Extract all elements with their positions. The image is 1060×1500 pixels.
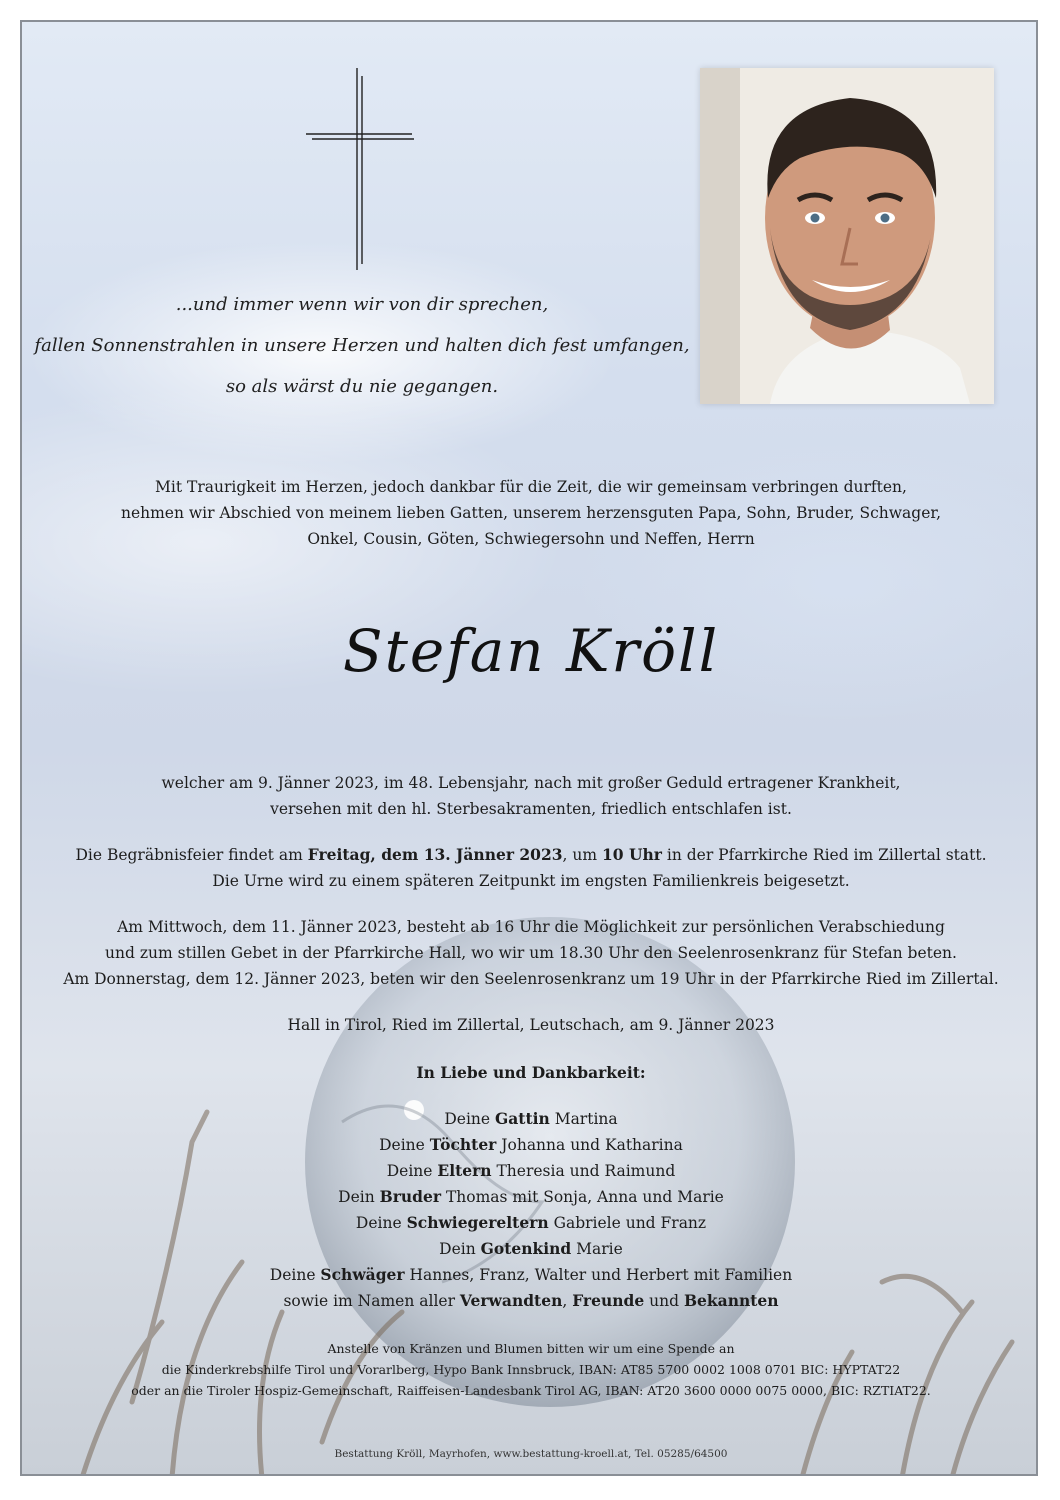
verse-line: fallen Sonnenstrahlen in unsere Herzen und halten dich fest umfangen, bbox=[34, 335, 690, 356]
portrait-photo bbox=[700, 68, 994, 404]
closing-friends: Freunde bbox=[572, 1291, 645, 1310]
family-names: Marie bbox=[571, 1240, 623, 1258]
family-pre: Deine bbox=[386, 1162, 438, 1180]
family-closing bbox=[22, 1288, 1038, 1314]
funeral-time: 10 Uhr bbox=[602, 845, 662, 864]
family-names: Martina bbox=[549, 1110, 618, 1128]
death-line: welcher am 9. Jänner 2023, im 48. Lebensjahr, nach mit großer Geduld ertragener Krankheit, bbox=[161, 774, 901, 792]
closing-pre: sowie im Namen aller bbox=[283, 1292, 460, 1310]
funeral-mid: , um bbox=[562, 846, 603, 864]
dedication-heading: In Liebe und Dankbarkeit: bbox=[416, 1063, 646, 1082]
family-role: Töchter bbox=[429, 1135, 497, 1154]
family-names: Gabriele und Franz bbox=[548, 1214, 707, 1232]
donation-line: die Kinderkrebshilfe Tirol und Vorarlberg, Hypo Bank Innsbruck, IBAN: AT85 5700 0002 1008 0701 BIC: HYPTAT22 bbox=[161, 1362, 901, 1377]
family-member bbox=[22, 1210, 1038, 1236]
memorial-verse bbox=[32, 284, 692, 407]
family-role: Gotenkind bbox=[480, 1239, 572, 1258]
donation-line: Anstelle von Kränzen und Blumen bitten wir um eine Spende an bbox=[327, 1341, 735, 1356]
farewell-line: und zum stillen Gebet in der Pfarrkirche Hall, wo wir um 18.30 Uhr den Seelenrosenkranz für Stefan beten. bbox=[105, 944, 957, 962]
farewell-line: Am Donnerstag, dem 12. Jänner 2023, beten wir den Seelenrosenkranz um 19 Uhr in der Pfarrkirche Ried im Zillertal. bbox=[63, 970, 999, 988]
family-names: Johanna und Katharina bbox=[496, 1136, 683, 1154]
donation-notice bbox=[22, 1338, 1038, 1401]
verse-line: ...und immer wenn wir von dir sprechen, bbox=[175, 294, 549, 315]
deceased-name: Stefan Kröll bbox=[342, 617, 720, 685]
death-line: versehen mit den hl. Sterbesakramenten, friedlich entschlafen ist. bbox=[270, 800, 792, 818]
cross-icon bbox=[304, 66, 416, 272]
family-names: Theresia und Raimund bbox=[491, 1162, 676, 1180]
family-role: Bruder bbox=[379, 1187, 442, 1206]
funeral-info bbox=[22, 842, 1038, 894]
intro-paragraph bbox=[22, 474, 1038, 552]
donation-line: oder an die Tiroler Hospiz-Gemeinschaft, Raiffeisen-Landesbank Tirol AG, IBAN: AT20 3600 0000 0075 0000, BIC: RZTIAT22. bbox=[131, 1383, 931, 1398]
family-member bbox=[22, 1158, 1038, 1184]
family-pre: Dein bbox=[338, 1188, 380, 1206]
family-member bbox=[22, 1106, 1038, 1132]
obituary-card bbox=[20, 20, 1038, 1476]
closing-acquaintances: Bekannten bbox=[683, 1291, 779, 1310]
family-names: Hannes, Franz, Walter und Herbert mit Familien bbox=[404, 1266, 793, 1284]
closing-relatives: Verwandten bbox=[459, 1291, 563, 1310]
family-pre: Dein bbox=[439, 1240, 481, 1258]
family-role: Gattin bbox=[495, 1109, 550, 1128]
portrait-illustration bbox=[700, 68, 994, 404]
family-role: Schwiegereltern bbox=[406, 1213, 549, 1232]
family-role: Eltern bbox=[437, 1161, 492, 1180]
family-member bbox=[22, 1132, 1038, 1158]
place-date: Hall in Tirol, Ried im Zillertal, Leutschach, am 9. Jänner 2023 bbox=[287, 1016, 775, 1034]
verse-line: so als wärst du nie gegangen. bbox=[225, 376, 499, 397]
intro-line: nehmen wir Abschied von meinem lieben Gatten, unserem herzensguten Papa, Sohn, Bruder, Schwager, bbox=[120, 504, 942, 522]
closing-sep: , bbox=[562, 1292, 573, 1310]
family-pre: Deine bbox=[355, 1214, 407, 1232]
family-member bbox=[22, 1184, 1038, 1210]
funeral-home-footer: Bestattung Kröll, Mayrhofen, www.bestattung-kroell.at, Tel. 05285/64500 bbox=[334, 1448, 728, 1460]
funeral-line bbox=[22, 842, 1038, 868]
family-member bbox=[22, 1262, 1038, 1288]
intro-line: Mit Traurigkeit im Herzen, jedoch dankbar für die Zeit, die wir gemeinsam verbringen durften, bbox=[155, 478, 907, 496]
family-member bbox=[22, 1236, 1038, 1262]
family-pre: Deine bbox=[269, 1266, 321, 1284]
family-list bbox=[22, 1106, 1038, 1314]
funeral-post: in der Pfarrkirche Ried im Zillertal statt. bbox=[661, 846, 987, 864]
urn-line: Die Urne wird zu einem späteren Zeitpunkt im engsten Familienkreis beigesetzt. bbox=[212, 872, 850, 890]
funeral-pre: Die Begräbnisfeier findet am bbox=[75, 846, 308, 864]
family-names: Thomas mit Sonja, Anna und Marie bbox=[441, 1188, 724, 1206]
family-pre: Deine bbox=[444, 1110, 495, 1128]
family-role: Schwäger bbox=[320, 1265, 405, 1284]
intro-line: Onkel, Cousin, Göten, Schwiegersohn und Neffen, Herrn bbox=[307, 530, 755, 548]
farewell-line: Am Mittwoch, dem 11. Jänner 2023, besteht ab 16 Uhr die Möglichkeit zur persönlichen Verabschiedung bbox=[117, 918, 945, 936]
family-pre: Deine bbox=[379, 1136, 430, 1154]
funeral-date: Freitag, dem 13. Jänner 2023 bbox=[307, 845, 563, 864]
death-notice bbox=[22, 770, 1038, 822]
closing-and: und bbox=[644, 1292, 684, 1310]
farewell-info bbox=[22, 914, 1038, 992]
